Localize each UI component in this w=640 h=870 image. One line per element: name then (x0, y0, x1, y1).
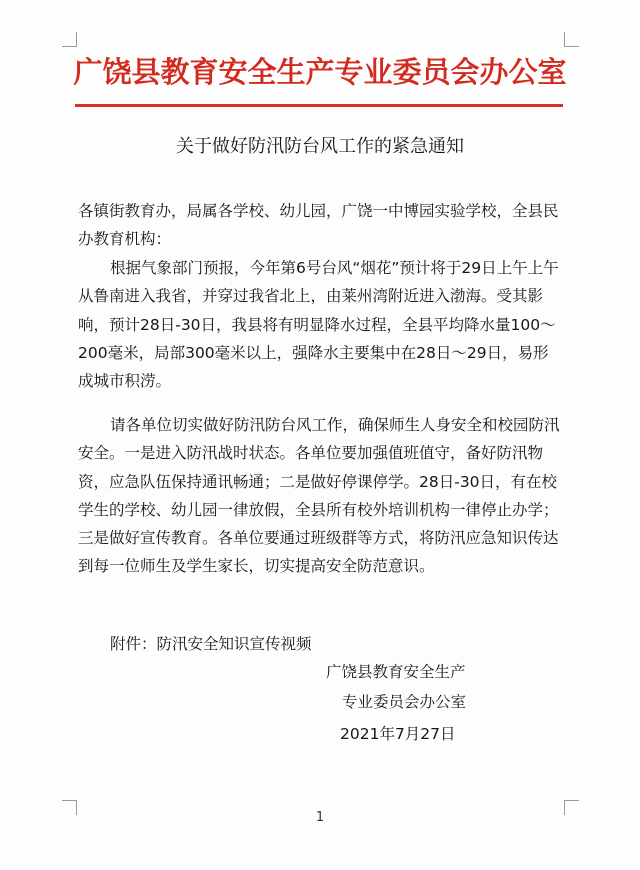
paragraph-forecast: 根据气象部门预报，今年第6号台风“烟花”预计将于29日上午上午从鲁南进入我省，并穿过我省北上，由莱州湾附近进入渤海。受其影响，预计28日-30日，我县将有明显降水过程，全县平均降水量100～200毫米，局部300毫米以上，强降水主要集中在28日～29日，易形成城市积涝。 (78, 259, 559, 391)
page-number: 1 (315, 810, 325, 825)
crop-mark-bottom-right (564, 800, 579, 815)
crop-mark-top-left (62, 32, 77, 47)
notice-title: 关于做好防汛防台风工作的紧急通知 (176, 136, 464, 157)
attachment-line: 附件：防汛安全知识宣传视频 (110, 635, 312, 653)
salutation: 各镇街教育办，局属各学校、幼儿园，广饶一中博园实验学校，全县民办教育机构： (78, 202, 559, 249)
signature-date: 2021年7月27日 (340, 725, 456, 743)
issuer-header: 广饶县教育安全生产专业委员会办公室 (73, 55, 567, 89)
signature-org-line-2: 专业委员会办公室 (342, 693, 467, 711)
crop-mark-top-right (564, 32, 579, 47)
crop-mark-bottom-left (62, 800, 77, 815)
signature-org-line-1: 广饶县教育安全生产 (326, 663, 466, 681)
paragraph-requirements: 请各单位切实做好防汛防台风工作，确保师生人身安全和校园防汛安全。一是进入防汛战时状态。各单位要加强值班值守，备好防汛物资，应急队伍保持通讯畅通；二是做好停课停学。28日-30日，有在校学生的学校、幼儿园一律放假，全县所有校外培训机构一律停止办学；三是做好宣传教育。各单位要通过班级群等方式，将防汛应急知识传达到每一位师生及学生家长，切实提高安全防范意识。 (78, 416, 560, 576)
header-red-rule (75, 104, 563, 107)
